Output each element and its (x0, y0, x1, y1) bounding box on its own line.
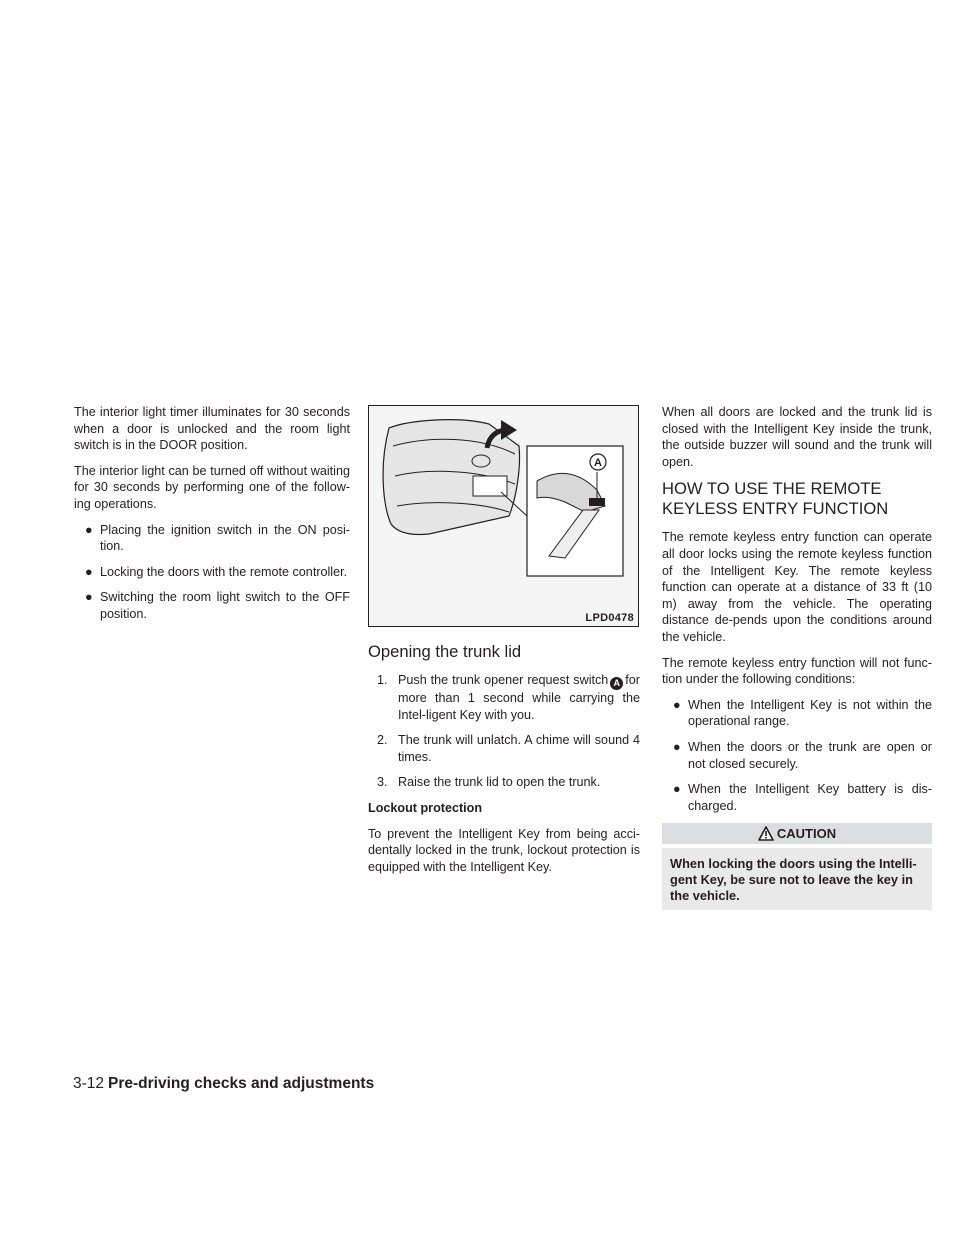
list-item: ● Switching the room light switch to the OFF position. (85, 590, 350, 621)
trunk-opener-illustration (368, 405, 639, 627)
step-number: 3. (377, 775, 388, 790)
bullet-icon: ● (85, 522, 93, 537)
step-number: 2. (377, 733, 388, 748)
subheading: Lockout protection (368, 800, 483, 815)
page-footer (73, 1075, 374, 1093)
list-item: ● When the Intelligent Key battery is dis-charged. (673, 782, 932, 813)
list-item: ● Locking the doors with the remote controller. (85, 564, 348, 579)
list-item: 1. Push the trunk opener request switch A for more than 1 second while carrying the Intel-ligent Key with you. (377, 673, 640, 722)
list-item: 2. The trunk will unlatch. A chime will sound 4 times. (377, 733, 640, 764)
paragraph: The interior light can be turned off without waiting for 30 seconds by performing one of the follow-ing operations. (74, 463, 350, 511)
callout-a-label: A (594, 457, 602, 469)
figure-label: LPD0478 (585, 612, 634, 624)
list-item: ● When the Intelligent Key is not within the operational range. (673, 697, 932, 729)
callout-a-icon: A (610, 677, 623, 690)
paragraph: When all doors are locked and the trunk lid is closed with the Intelligent Key inside the trunk, the outside buzzer will sound and the trunk will open. (662, 405, 932, 469)
paragraph: The remote keyless entry function can operate all door locks using the remote keyless function of the Intelligent Key. The remote keyless function can operate at a distance of 33 ft (10 m) away from the vehicle. The operating distance de-pends upon the conditions around the vehicle. (662, 530, 932, 644)
bullet-icon: ● (85, 564, 93, 579)
warning-icon (758, 826, 774, 841)
section-heading: HOW TO USE THE REMOTE KEYLESS ENTRY FUNCTION (662, 479, 889, 519)
page-number: 3-12 (73, 1075, 105, 1092)
car-trunk-icon (369, 406, 638, 626)
column-left (74, 404, 350, 632)
caution-header: CAUTION (662, 823, 932, 844)
bullet-icon: ● (673, 739, 681, 754)
bullet-icon: ● (673, 697, 681, 712)
bullet-icon: ● (673, 782, 681, 797)
step-number: 1. (377, 673, 388, 687)
bullet-icon: ● (85, 590, 93, 605)
column-middle (368, 640, 640, 884)
section-title: Pre-driving checks and adjustments (108, 1075, 375, 1092)
paragraph: To prevent the Intelligent Key from being acci-dentally locked in the trunk, lockout protection is equipped with the Intelligent Key. (368, 826, 640, 874)
column-right (662, 404, 932, 910)
paragraph: The remote keyless entry function will not func-tion under the following conditions: (662, 655, 932, 687)
list-item: ● When the doors or the trunk are open or not closed securely. (673, 739, 932, 771)
caution-body: When locking the doors using the Intelli-gent Key, be sure not to leave the key in the vehicle. (662, 848, 932, 910)
list-item: 3. Raise the trunk lid to open the trunk. (377, 775, 601, 790)
section-heading: Opening the trunk lid (368, 642, 522, 661)
list-item: ● Placing the ignition switch in the ON posi-tion. (85, 522, 350, 554)
paragraph: The interior light timer illuminates for 30 seconds when a door is unlocked and the room light switch is in the DOOR position. (74, 405, 350, 453)
